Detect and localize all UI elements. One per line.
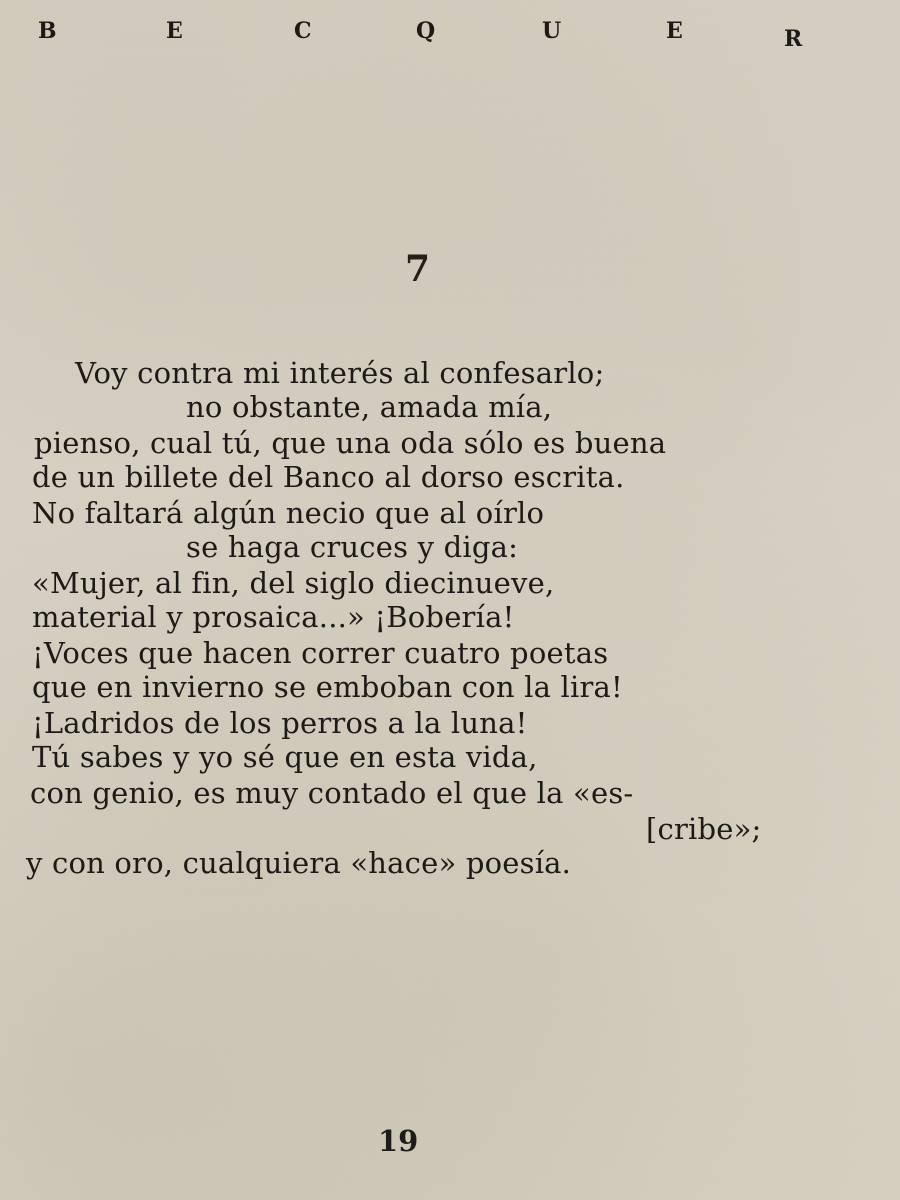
poem-line: No faltará algún necio que al oírlo — [32, 496, 545, 530]
poem-line: Voy contra mi interés al confesarlo; — [75, 356, 605, 390]
running-head — [38, 18, 814, 68]
running-head-letter: R — [784, 26, 803, 52]
running-head-letter: U — [542, 18, 562, 44]
running-head-letter: E — [166, 18, 183, 44]
poem-line: Tú sabes y yo sé que en esta vida, — [32, 740, 538, 774]
running-head-letter: B — [38, 18, 57, 44]
poem-line: no obstante, amada mía, — [186, 390, 553, 424]
running-head-letter: Q — [416, 18, 436, 44]
poem-line: material y prosaica...» ¡Bobería! — [32, 600, 515, 634]
poem-line: ¡Ladridos de los perros a la luna! — [32, 706, 528, 740]
poem-line: y con oro, cualquiera «hace» poesía. — [26, 846, 572, 880]
poem-line: con genio, es muy contado el que la «es- — [30, 776, 634, 810]
poem-line: se haga cruces y diga: — [186, 530, 519, 564]
poem-line: ¡Voces que hacen correr cuatro poetas — [32, 636, 609, 670]
page-number: 19 — [378, 1124, 419, 1158]
poem-number: 7 — [405, 248, 431, 290]
running-head-letter: C — [294, 18, 312, 44]
poem-line: [cribe»; — [646, 812, 762, 846]
poem-line: «Mujer, al fin, del siglo diecinueve, — [32, 566, 555, 600]
poem-line: que en invierno se emboban con la lira! — [32, 670, 623, 704]
poem-line: de un billete del Banco al dorso escrita. — [32, 460, 625, 494]
poem-line: pienso, cual tú, que una oda sólo es buena — [34, 426, 667, 460]
running-head-letter: E — [666, 18, 683, 44]
